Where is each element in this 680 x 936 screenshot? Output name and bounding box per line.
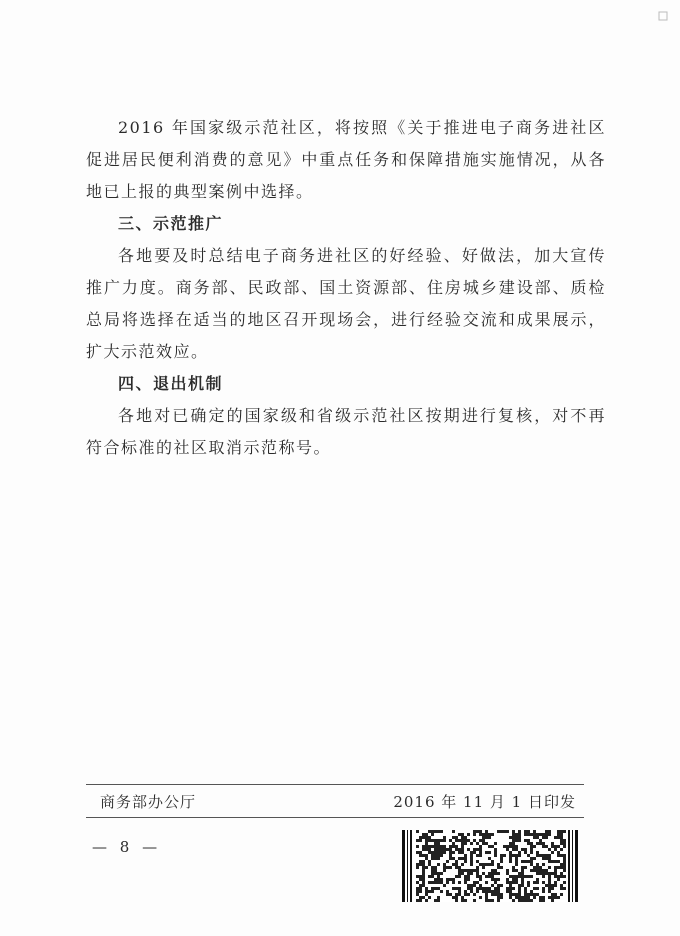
document-body xyxy=(86,112,606,464)
section-heading-promotion: 三、示范推广 xyxy=(118,214,224,233)
paragraph-exit-mechanism: 各地对已确定的国家级和省级示范社区按期进行复核，对不再符合标准的社区取消示范称号。 xyxy=(86,406,606,457)
paragraph-promotion: 各地要及时总结电子商务进社区的好经验、好做法，加大宣传推广力度。商务部、民政部、国土资源部、住房城乡建设部、质检总局将选择在适当的地区召开现场会，进行经验交流和成果展示，扩大示范效应。 xyxy=(86,246,606,361)
footer-bottom-rule xyxy=(86,817,584,818)
footer-issuer: 商务部办公厅 xyxy=(100,793,197,811)
section-heading-exit-mechanism: 四、退出机制 xyxy=(118,374,224,393)
barcode-icon xyxy=(402,830,578,902)
corner-mark-icon xyxy=(658,6,668,16)
footer-top-rule xyxy=(86,784,584,785)
page-number: — 8 — xyxy=(92,838,162,856)
paragraph-demo-community-selection: 2016 年国家级示范社区，将按照《关于推进电子商务进社区促进居民便利消费的意见》中重点任务和保障措施实施情况，从各地已上报的典型案例中选择。 xyxy=(86,118,606,201)
footer-print-date: 2016 年 11 月 1 日印发 xyxy=(393,793,576,811)
